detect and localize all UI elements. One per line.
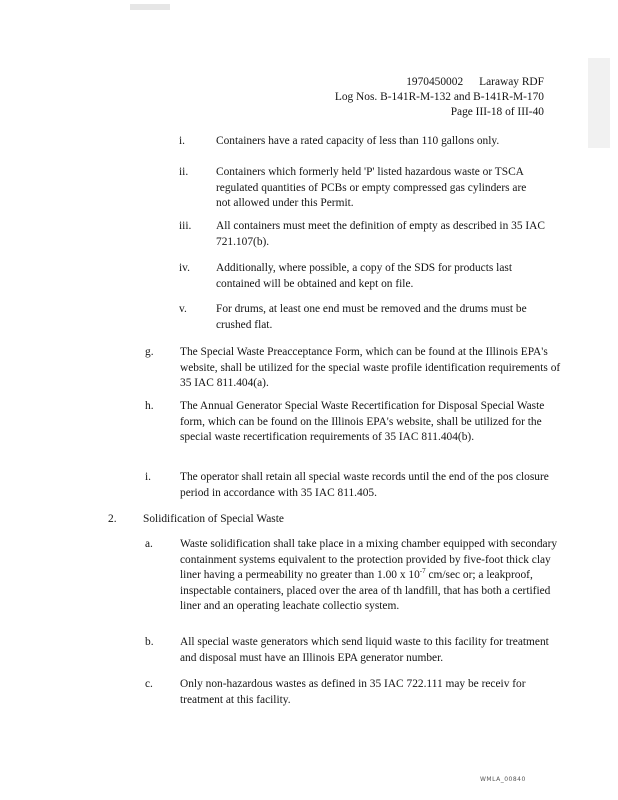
item-number: b. xyxy=(145,636,154,648)
item-number: v. xyxy=(179,303,187,315)
item-text: The Annual Generator Special Waste Recertification for Disposal Special Waste form, which can be found on the Illinois EPA's website, shall be utilized for the special waste recertification requirements of 35 IAC 811.404(b). xyxy=(180,400,545,443)
item-number: h. xyxy=(145,400,154,412)
item-text: The operator shall retain all special waste records until the end of the pos closure period in accordance with 35 IAC 811.405. xyxy=(180,471,549,499)
item-text: Containers have a rated capacity of less than 110 gallons only. xyxy=(216,135,500,147)
item-text: All special waste generators which send liquid waste to this facility for treatment and disposal must have an Illinois EPA generator number. xyxy=(180,636,549,664)
item-text: For drums, at least one end must be removed and the drums must be crushed flat. xyxy=(216,303,527,331)
item-number: i. xyxy=(145,471,152,483)
item-text-part: cm/sec or; a leakproof, inspectable containers, placed over the area of th landfill, that has both a certified liner and an operating leachate collectio system. xyxy=(180,569,551,612)
item-text: Only non-hazardous wastes as defined in 35 IAC 722.111 may be receiv for treatment at this facility. xyxy=(180,678,526,706)
item-number: a. xyxy=(145,538,153,550)
item-text: All containers must meet the definition of empty as described in 35 IAC 721.107(b). xyxy=(216,220,545,248)
header-page-number: Page III-18 of III-40 xyxy=(450,106,544,118)
item-number: iv. xyxy=(179,262,190,274)
section-number: 2. xyxy=(108,513,117,525)
item-text-part: Waste solidification shall take place in a mixing chamber equipped with secondary containment systems equivalent to the protection provided by five-foot thick clay liner having a permeability no greater than 1.00 x 10 xyxy=(180,538,558,581)
section-title: Solidification of Special Waste xyxy=(143,513,284,525)
item-number: iii. xyxy=(179,220,192,232)
item-number: c. xyxy=(145,678,153,690)
header-log-nos: Log Nos. B-141R-M-132 and B-141R-M-170 xyxy=(334,91,544,103)
item-number: ii. xyxy=(179,166,189,178)
item-number: i. xyxy=(179,135,186,147)
exponent: -7 xyxy=(419,567,426,576)
header-site: Laraway RDF xyxy=(479,76,544,88)
header-doc-id: 1970450002 xyxy=(406,76,464,88)
item-number: g. xyxy=(145,346,154,358)
item-text: Containers which formerly held 'P' listed hazardous waste or TSCA regulated quantities of PCBs or empty compressed gas cylinders are not allowed under this Permit. xyxy=(216,166,527,209)
item-text: The Special Waste Preacceptance Form, which can be found at the Illinois EPA's website, shall be utilized for the special waste profile identification requirements of 35 IAC 811.404(a). xyxy=(180,346,561,389)
bates-stamp: WMLA_00840 xyxy=(480,776,526,783)
item-text: Additionally, where possible, a copy of the SDS for products last contained will be obtained and kept on file. xyxy=(216,262,513,290)
